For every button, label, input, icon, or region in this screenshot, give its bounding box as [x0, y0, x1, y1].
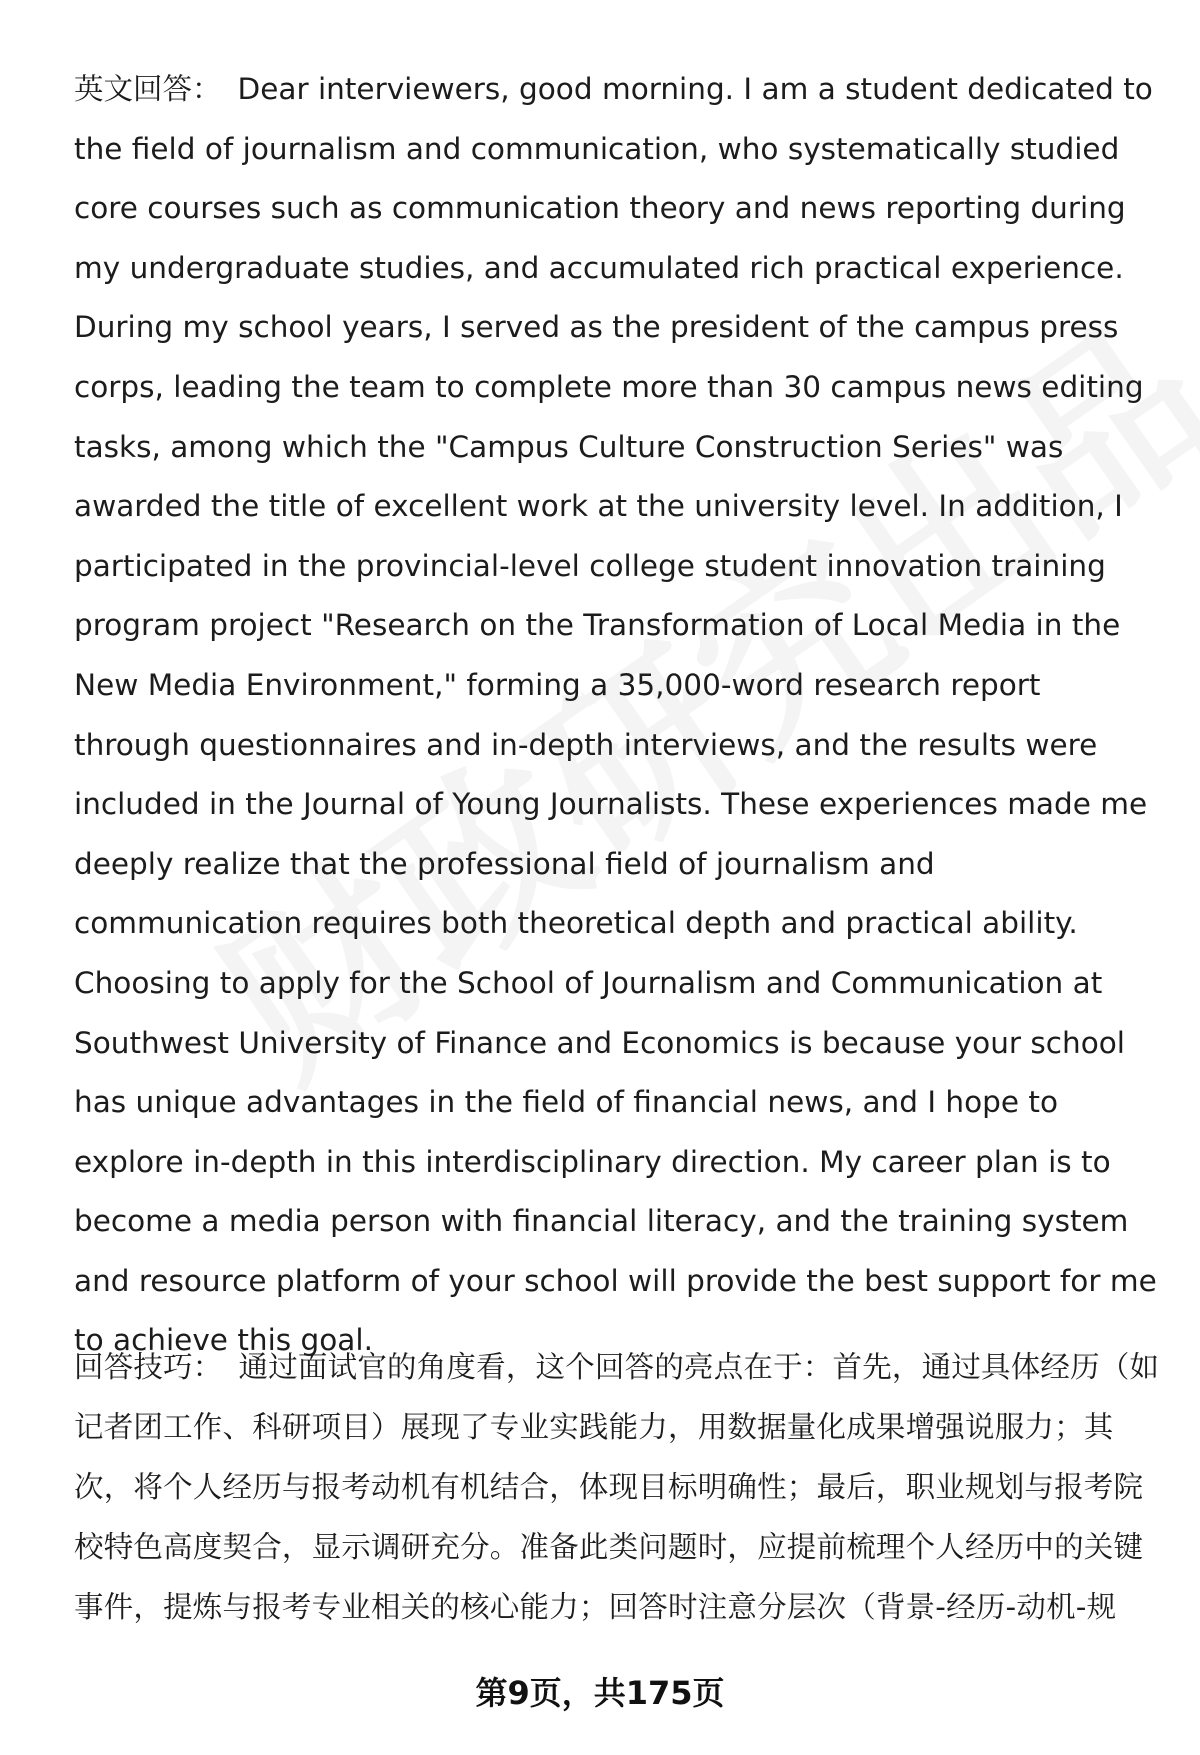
english-answer-text: Dear interviewers, good morning. I am a student dedicated to the field of journalism and communication, who systematically studied core courses such as communication theory and news reporting during my undergraduate studies, and accumulated rich practical experience. During my school years, I served as the president of the campus press corps, leading the team to complete more than 30 campus news editing tasks, among which the "Campus Culture Construction Series" was awarded the title of excellent work at the university level. In addition, I participated in the provincial-level college student innovation training program project "Research on the Transformation of Local Media in the New Media Environment," forming a 35,000-word research report through questionnaires and in-depth interviews, and the results were included in the Journal of Young Journalists. These experiences made me deeply realize that the professional field of journalism and communication requires both theoretical depth and practical ability. Choosing to apply for the School of Journalism and Communication at Southwest University of Finance and Economics is because your school has unique advantages in the field of financial news, and I hope to explore in-depth in this interdisciplinary direction. My career plan is to become a media person with financial literacy, and the training system and resource platform of your school will provide the best support for me to achieve this goal.	[74, 72, 1157, 1358]
answer-tips-paragraph	[74, 1337, 1164, 1637]
english-answer-paragraph	[74, 60, 1164, 1371]
english-answer-label: 英文回答：	[74, 72, 222, 106]
answer-tips-label: 回答技巧：	[74, 1350, 223, 1384]
page-number-footer: 第9页，共175页	[475, 1674, 725, 1712]
answer-tips-text: 通过面试官的角度看，这个回答的亮点在于：首先，通过具体经历（如记者团工作、科研项目）展现了专业实践能力，用数据量化成果增强说服力；其次，将个人经历与报考动机有机结合，体现目标明确性；最后，职业规划与报考院校特色高度契合，显示调研充分。准备此类问题时，应提前梳理个人经历中的关键事件，提炼与报考专业相关的核心能力；回答时注意分层次（背景-经历-动机-规	[74, 1350, 1160, 1624]
